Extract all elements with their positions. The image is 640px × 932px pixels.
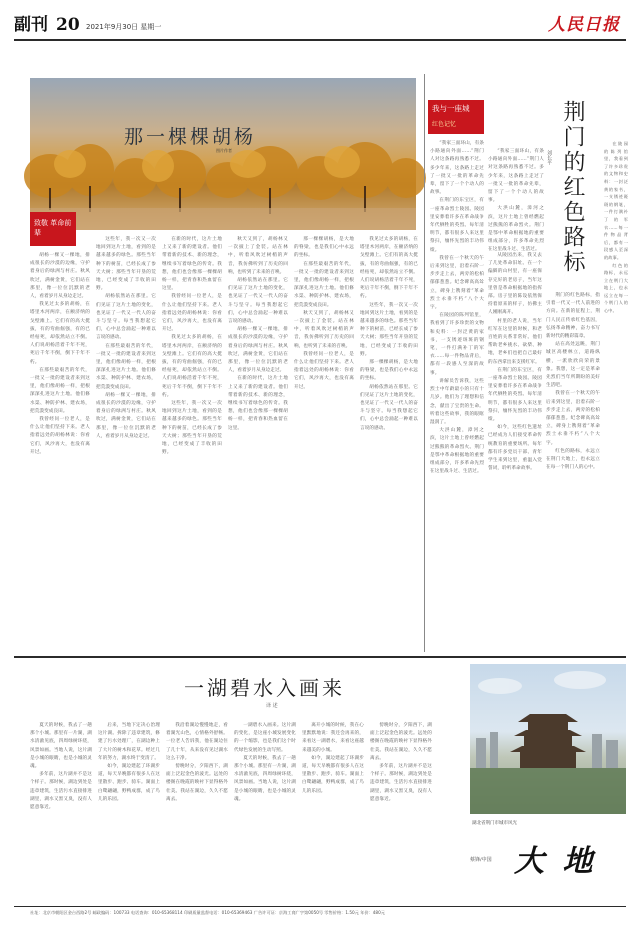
paragraph: “我家三面环山，有条小路通向外面……”荆门人对这条路再熟悉不过。多少年来，这条路上走过了一批又一批的革命先辈，留下了一个个动人的故事。	[430, 141, 484, 196]
paragraph: 村里的老人说，当年红军在这里的时候，和老百姓的关系非常好。他们帮助老乡挑水、砍柴、种地，老乡们也把自己最好的东西拿出来支援红军。	[488, 318, 542, 365]
city-photo	[470, 664, 626, 814]
footer-info: 社址：北京市朝阳区金台西路2号 邮政编码：100733 电话查询：010-65368114 印刷质量监督电话：010-65369463 广告许可证：京海工商广字第0050号 零售价格：1.50元 年价：480元	[30, 910, 385, 915]
paragraph: 大洪山麓，漳河之滨，这片土地上曾经燃起过熊熊的革命烈火。荆门是鄂中革命根据地的重要组成部分，许多革命先烈在这里战斗过、生活过。	[430, 428, 484, 475]
paragraph: 那一棵棵胡杨，是大地的脊梁，也是我们心中永远的坐标。	[294, 237, 354, 259]
paragraph: 红色的路标，永远立在荆门大地上，也永远立在每一个荆门人的心中。	[546, 448, 600, 471]
paragraph: 多年前，这片湖并不是这个样子。那时候，湖边到处是违章建筑，生活污水直接排进湖里，湖水又黑又臭，没有人愿意靠近。	[30, 772, 92, 811]
feature2-col-3	[546, 292, 600, 648]
feature1-col-6	[360, 236, 418, 648]
paragraph: 讲解员告诉我，这些烈士中年龄最小的只有十几岁。他们为了理想和信念，献出了宝贵的生命。听着这些故事，我的眼眶湿润了。	[430, 378, 484, 425]
paragraph: 我曾经问一位老人，是什么让他们坚持下来。老人指着远处的胡杨林说：你看它们，风沙再大，也没有离开过。	[30, 417, 90, 455]
feature3-title: 一湖碧水入画来	[184, 676, 345, 700]
paragraph: 这些年，我一次又一次地回到这片土地，看到的是越来越多的绿色。那些当年种下的树苗，已经长成了参天大树；那些当年开垦的荒地，已经变成了丰收的田野。	[360, 302, 418, 357]
paragraph: 红色的路标，永远立在荆门大地上，也永远立在每一个荆门人的心中。	[604, 262, 628, 314]
paragraph: 我见过太多的胡杨，在塔里木河两岸，在额济纳的戈壁滩上。它们有的高大挺拔，有的弯曲倔强，有的已经枯死，却依然站立不倒。人们说胡杨活着千年不死，死后千年不倒，倒下千年不朽。	[162, 335, 222, 398]
feature1-col-5	[294, 236, 354, 648]
paragraph: 在陵园的陈列馆里，我看到了许多珍贵的文物和史料：一封泛黄的家书，一支锈迹斑斑的钢笔，一件打满补丁的军衣……每一件物品背后，都有一段感人至深的故事。	[430, 313, 484, 376]
section-title: 副刊	[14, 15, 48, 35]
feature3-col-6	[370, 722, 432, 906]
feature1-col-1	[30, 252, 90, 648]
paragraph: 那一棵棵胡杨，是大地的脊梁，也是我们心中永远的坐标。	[360, 360, 418, 382]
page-number: 20	[56, 15, 80, 35]
paragraph: 在那些最艰苦的年代，一批又一批的建设者来到这里，他们像胡杨一样，把根深深扎进这片土地。他们修水渠、种防护林、建农场，把荒漠变成良田。	[30, 367, 90, 414]
paragraph: 在那些最艰苦的年代，一批又一批的建设者来到这里，他们像胡杨一样，把根深深扎进这片土地。他们修水渠、种防护林、建农场，把荒漠变成良田。	[96, 343, 156, 390]
section-divider	[14, 656, 626, 658]
column-tag-block	[428, 100, 484, 134]
footer-rule	[14, 906, 626, 907]
paragraph: 后来，当地下定决心治理这片湖。拆除了违章建筑，修建了污水处理厂，在湖边种上了大片的树木和花草。经过几年的努力，湖水终于变清了。	[98, 723, 160, 761]
paragraph: 我曾在一个秋天的午后来到这里，沿着石阶一步步走上去，两旁的松柏郁郁葱葱。纪念碑高高耸立，碑身上镌刻着“革命烈士永垂不朽”八个大字。	[546, 391, 600, 446]
paragraph: 秋天又到了，胡杨林又一次披上了金装。站在林中，听着风吹过树梢的声音，我仿佛听到了历史的回响，也听到了未来的召唤。	[294, 310, 354, 349]
paragraph: 傍晚时分，夕阳西下，湖面上泛起金色的波光。远处的楼阁在晚霞的映衬下显得格外壮美。我站在湖边，久久不愿离去。	[370, 723, 432, 761]
paragraph: 秋天又到了，胡杨林又一次披上了金装。站在林中，听着风吹过树梢的声音，我仿佛听到了历史的回响，也听到了未来的召唤。	[228, 237, 288, 275]
newspaper-logo: 人民日报	[548, 15, 620, 35]
paragraph: 我沿着湖边慢慢地走，看着湖光山色，心情格外舒畅。一位老人告诉我，他在湖边住了几十年，从来没有见过湖水这么干净。	[166, 723, 228, 761]
hero-photo	[30, 78, 416, 230]
paragraph: 傍晚时分，夕阳西下，湖面上泛起金色的波光。远处的楼阁在晚霞的映衬下显得格外壮美。我站在湖边，久久不愿离去。	[166, 764, 228, 802]
paragraph: 胡杨依然站在那里。它们见证了这片土地的变化，也见证了一代又一代人的奋斗与坚守。每当我想起它们，心中总会涌起一种难以言说的感动。	[228, 278, 288, 325]
paragraph: 在新的时代，这片土地上又来了新的建设者。他们带着新的技术、新的理念，继续书写着绿色的传奇。我想，他们也会像那一棵棵胡杨一样，把青春和热血留在这里。	[162, 237, 222, 292]
paragraph: 我曾经问一位老人，是什么让他们坚持下来。老人指着远处的胡杨林说：你看它们，风沙再大，也没有离开过。	[162, 294, 222, 333]
paragraph: 我曾经问一位老人，是什么让他们坚持下来。老人指着远处的胡杨林说：你看它们，风沙再大，也没有离开过。	[294, 351, 354, 390]
paragraph: 在那些最艰苦的年代，一批又一批的建设者来到这里，他们像胡杨一样，把根深深扎进这片土地。他们修水渠、种防护林、建农场，把荒漠变成良田。	[294, 261, 354, 308]
paragraph: 夏天的时候，我去了一趟那个小城。那里有一片湖，湖水清澈见底，四周绿树环绕，风景如画。当地人说，这片湖是小城的眼睛，也是小城的灵魂。	[234, 755, 296, 802]
issue-date: 2021年9月30日 星期一	[86, 23, 162, 31]
feature3-col-4	[234, 722, 296, 906]
hero-title: 那一棵棵胡杨	[124, 126, 257, 148]
paragraph: 在陵园的陈列馆里，我看到了许多珍贵的文物和史料：一封泛黄的家书，一支锈迹斑斑的钢笔，一件打满补丁的军衣……每一件物品背后，都有一段感人至深的故事。	[604, 141, 628, 260]
feature1-col-2	[96, 236, 156, 648]
paragraph: 胡杨依然站在那里。它们见证了这片土地的变化，也见证了一代又一代人的奋斗与坚守。每当我想起它们，心中总会涌起一种难以言说的感动。	[360, 384, 418, 431]
paragraph: 荆门的红色路标，指引着一代又一代人前进的方向。在新的征程上，荆门人民正传承红色基因，弘扬革命精神，奋力书写新时代的精彩篇章。	[546, 293, 600, 340]
feature1-col-3	[162, 236, 222, 648]
feature2-col-2	[488, 252, 542, 648]
column-divider	[424, 74, 425, 652]
paragraph: 如今，这些红色遗址已经成为人们接受革命传统教育的重要场所。每年都有许多党员干部、青年学生来到这里，重温入党誓词，聆听革命故事。	[488, 425, 542, 472]
feature1-col-4	[228, 236, 288, 648]
paragraph: 我曾在一个秋天的午后来到这里，沿着石阶一步步走上去，两旁的松柏郁郁葱葱。纪念碑高高耸立，碑身上镌刻着“革命烈士永垂不朽”八个大字。	[430, 255, 484, 311]
city-photo-credit: 蔡锋/中国	[470, 857, 492, 863]
column-tag: 我与一座城	[432, 104, 470, 113]
paragraph: 在荆门的东宝区，有一座革命烈士陵园。陵园里安葬着许多在革命战争年代牺牲的英烈。每年清明节，都有很多人来这里祭扫，缅怀先烈的丰功伟绩。	[488, 367, 542, 423]
feature3-col-2	[98, 722, 160, 906]
paragraph: 在荆门的东宝区，有一座革命烈士陵园。陵园里安葬着许多在革命战争年代牺牲的英烈。每年清明节，都有很多人来这里祭扫，缅怀先烈的丰功伟绩。	[430, 198, 484, 253]
feature2-col-4	[604, 140, 628, 648]
paragraph: 夏天的时候，我去了一趟那个小城。那里有一片湖，湖水清澈见底，四周绿树环绕，风景如画。当地人说，这片湖是小城的眼睛，也是小城的灵魂。	[30, 723, 92, 770]
paragraph: “我家三面环山，有条小路通向外面……”荆门人对这条路再熟悉不过。多少年来，这条路上走过了一批又一批的革命先辈，留下了一个个动人的故事。	[488, 149, 544, 204]
city-photo-caption: 湖北省荆门市城市风光	[472, 821, 517, 826]
paragraph: 我见过太多的胡杨，在塔里木河两岸，在额济纳的戈壁滩上。它们有的高大挺拔，有的弯曲倔强，有的已经枯死，却依然站立不倒。人们说胡杨活着千年不死，死后千年不倒，倒下千年不朽。	[30, 302, 90, 365]
column-subtag: 红色记忆	[432, 121, 457, 128]
paragraph: 一湖碧水入画来。这片湖的变化，是这座小城发展变化的一个缩影，也是我们这个时代绿色发展的生动写照。	[234, 723, 296, 753]
feature3-col-1	[30, 722, 92, 906]
paragraph: 胡杨一棵又一棵地，排成很长的沙漠的边缘，守护着身后的绿洲与村庄。秋风吹过，满树金黄，它们站在那里，像一位位沉默的老人，看着岁月从身边走过。	[228, 327, 288, 374]
feature2-byline: 刘长平	[546, 150, 552, 165]
paragraph: 多年前，这片湖并不是这个样子。那时候，湖边到处是违章建筑，生活污水直接排进湖里，湖水又黑又臭，没有人愿意靠近。	[370, 764, 432, 802]
feature2-col-1	[430, 140, 484, 648]
paragraph: 胡杨依然站在那里。它们见证了这片土地的变化，也见证了一代又一代人的奋斗与坚守。每当我想起它们，心中总会涌起一种难以言说的感动。	[96, 294, 156, 341]
paragraph: 我见过太多的胡杨，在塔里木河两岸，在额济纳的戈壁滩上。它们有的高大挺拔，有的弯曲倔强，有的已经枯死，却依然站立不倒。人们说胡杨活着千年不死，死后千年不倒，倒下千年不朽。	[360, 237, 418, 300]
paragraph: 这些年，我一次又一次地回到这片土地，看到的是越来越多的绿色。那些当年种下的树苗，已经长成了参天大树；那些当年开垦的荒地，已经变成了丰收的田野。	[96, 237, 156, 292]
paragraph: 大洪山麓，漳河之滨，这片土地上曾经燃起过熊熊的革命烈火。荆门是鄂中革命根据地的重要组成部分，许多革命先烈在这里战斗过、生活过。	[488, 206, 544, 253]
paragraph: 如今，湖边建起了环湖步道，每天早晚都有很多人在这里散步、跑步、骑车。湖面上白鹭翩翩，野鸭成群，成了鸟儿的乐园。	[98, 764, 160, 802]
dadi-brand: 大 地	[514, 844, 597, 879]
poplar-trees-illustration	[30, 78, 416, 230]
paragraph: 胡杨一棵又一棵地，排成很长的沙漠的边缘，守护着身后的绿洲与村庄。秋风吹过，满树金黄，它们站在那里，像一位位沉默的老人，看着岁月从身边走过。	[96, 392, 156, 439]
paragraph: 站在高处远眺，荆门城区高楼林立，道路纵横，一派欣欣向荣的景象。我想，这一定是革命先烈们当年所期盼的美好生活吧。	[546, 342, 600, 389]
feature2-title: 荆门的红色路标	[560, 100, 585, 275]
paragraph: 在新的时代，这片土地上又来了新的建设者。他们带着新的技术、新的理念，继续书写着绿色的传奇。我想，他们也会像那一棵棵胡杨一样，把青春和热血留在这里。	[228, 376, 288, 431]
feature3-col-3	[166, 722, 228, 906]
paragraph: 离开小城的时候，我在心里默默地说：我还会再来的，来看这一湖碧水，来看这座越来越美的小城。	[302, 723, 364, 753]
masthead	[14, 14, 626, 40]
paragraph: 这些年，我一次又一次地回到这片土地，看到的是越来越多的绿色。那些当年种下的树苗，已经长成了参天大树；那些当年开垦的荒地，已经变成了丰收的田野。	[162, 401, 222, 456]
pavilion-illustration	[470, 664, 626, 814]
paragraph: 从陵园出来，我又去了几处革命旧址。在一个偏僻的山村里，有一座保存完好的老房子，当年这里曾是革命根据地的指挥部。房子里的陈设依然保持着原来的样子，仿佛主人刚刚离开。	[488, 253, 542, 316]
feature3-col-5	[302, 722, 364, 906]
feature2-lead	[488, 148, 544, 253]
feature3-byline: 译 述	[266, 703, 278, 709]
masthead-rule	[14, 39, 626, 41]
tribute-tag	[30, 212, 76, 246]
paragraph: 如今，湖边建起了环湖步道，每天早晚都有很多人在这里散步、跑步、骑车。湖面上白鹭翩翩，野鸭成群，成了鸟儿的乐园。	[302, 755, 364, 794]
paragraph: 胡杨一棵又一棵地，排成很长的沙漠的边缘，守护着身后的绿洲与村庄。秋风吹过，满树金黄，它们站在那里，像一位位沉默的老人，看着岁月从身边走过。	[30, 253, 90, 300]
tribute-tag-text: 致敬 革命前辈	[34, 219, 72, 237]
hero-photo-caption: 图片作者	[216, 148, 232, 153]
